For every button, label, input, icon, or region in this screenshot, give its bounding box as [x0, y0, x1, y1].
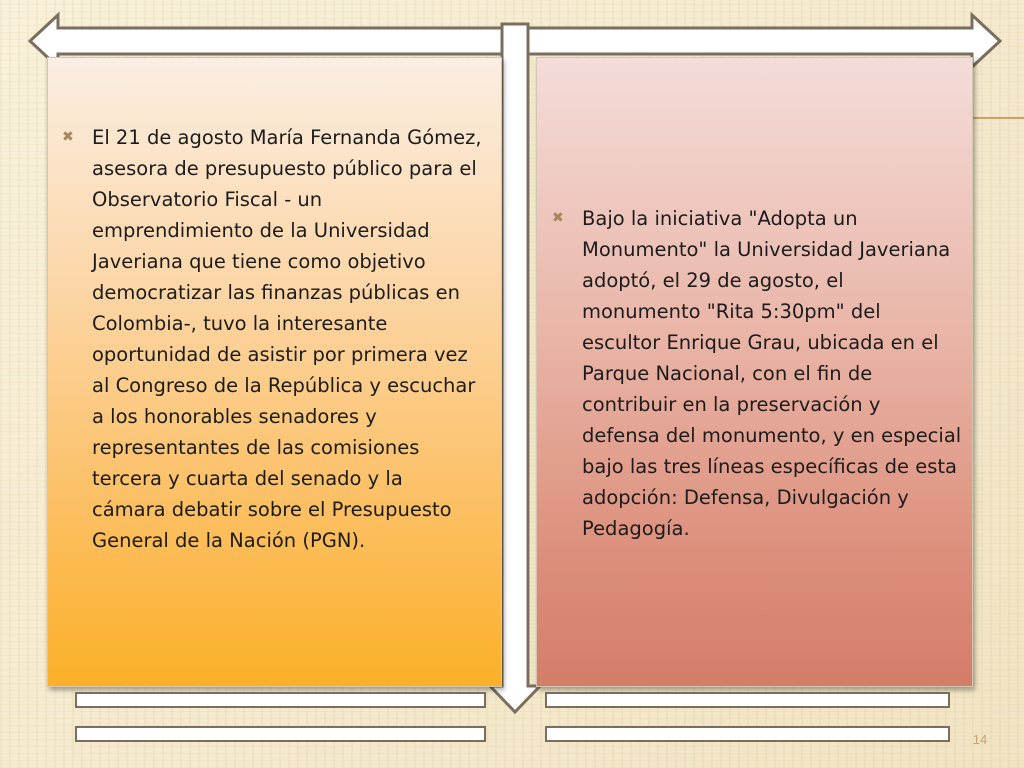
x-bullet-icon: ✖ [552, 210, 564, 226]
x-bullet-icon: ✖ [62, 129, 74, 145]
bottom-bar-left-1 [75, 692, 486, 708]
page-number: 14 [972, 732, 988, 747]
left-bullet-text: El 21 de agosto María Fernanda Gómez, asesora de presupuesto público para el Observatorio Fiscal - un emprendimiento de la Universidad Javeriana que tiene como objetivo democratizar las finanzas públicas en Colombia-, tuvo la interesante oportunidad de asistir por primera vez al Congreso de la República y escuchar a los honorables senadores y representantes de las comisiones tercera y cuarta del senado y la cámara debatir sobre el Presupuesto General de la Nación (PGN). [92, 126, 482, 552]
bottom-bar-right-1 [545, 692, 950, 708]
right-bullet-text: Bajo la iniciativa "Adopta un Monumento" la Universidad Javeriana adoptó, el 29 de agosto, el monumento "Rita 5:30pm" del escultor Enrique Grau, ubicada en el Parque Nacional, con el fin de contribuir en la preservación y defensa del monumento, y en especial bajo las tres líneas específicas de esta adopción: Defensa, Divulgación y Pedagogía. [582, 207, 962, 540]
right-bullet-item [552, 203, 962, 544]
left-bullet-item [62, 122, 482, 556]
bottom-bar-right-2 [545, 726, 950, 742]
bottom-bar-left-2 [75, 726, 486, 742]
